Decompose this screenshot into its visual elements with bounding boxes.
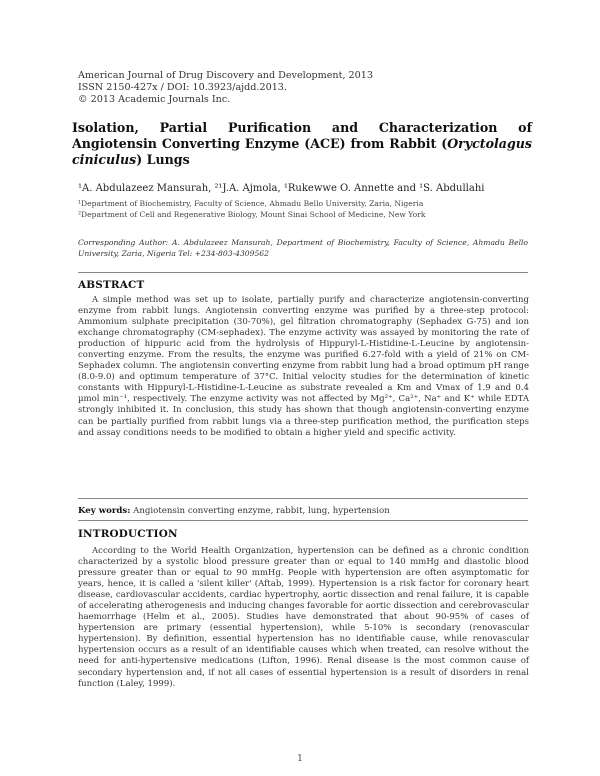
abstract-paragraph: A simple method was set up to isolate, partially purify and characterize angiotensin-converting enzyme from rabbit lungs. Angiotensin converting enzyme was purified by a three-step protocol: Ammonium sulphate precipitation (30-70%), gel filtration chromatography (Sephadex G-75) and ion exchange chromatography (CM-sephadex). The enzyme activity was assayed by monitoring the rate of production of hippuric acid from the hydrolysis of Hippuryl-L-Histidine-L-Leucine by angiotensin-converting enzyme. From the results, the enzyme was purified 6.27-fold with a yield of 21% on CM-Sephadex column. The angiotensin converting enzyme from rabbit lung had a broad optimum pH range (8.0-9.0) and optimum temperature of 37°C. Initial velocity studies for the determination of kinetic constants with Hippuryl-L-Histidine-L-Leucine as substrate revealed a Km and Vmax of 1.9 and 0.4 µmol min⁻¹, respectively. The enzyme activity was not affected by Mg²⁺, Ca²⁺, Na⁺ and K⁺ while EDTA strongly inhibited it. In conclusion, this study has shown that though angiotensin-converting enzyme can be partially purified from rabbit lungs via a three-step purification method, the purification steps and assay conditions needs to be modified to obtain a higher yield and specific activity. <box>78 295 529 438</box>
page-number: 1 <box>297 754 303 764</box>
divider-top <box>78 272 528 273</box>
introduction-body <box>78 546 529 690</box>
corresponding-author: Corresponding Author: A. Abdulazeez Mansurah, Department of Biochemistry, Faculty of Science, Ahmadu Bello University, Zaria, Nigeria Tel: +234-803-4309562 <box>78 238 528 258</box>
paper-title <box>72 120 532 168</box>
journal-header <box>78 70 538 106</box>
keywords-label: Key words: <box>78 506 131 516</box>
divider-abstract-end <box>78 498 528 499</box>
affiliation-1: ¹Department of Biochemistry, Faculty of Science, Ahmadu Bello University, Zaria, Nigeria <box>78 199 424 208</box>
title-species: Oryctolagus ciniculus <box>72 136 532 167</box>
journal-copyright: © 2013 Academic Journals Inc. <box>78 94 231 105</box>
affiliation-2: ²Department of Cell and Regenerative Biology, Mount Sinai School of Medicine, New York <box>78 209 426 219</box>
author-list: ¹A. Abdulazeez Mansurah, ²¹J.A. Ajmola, ¹Rukewwe O. Annette and ¹S. Abdullahi <box>78 183 485 194</box>
affiliations <box>78 199 538 220</box>
journal-issn-doi: ISSN 2150-427x / DOI: 10.3923/ajdd.2013. <box>78 82 287 93</box>
keywords <box>78 506 528 517</box>
title-end: ) Lungs <box>136 152 190 167</box>
introduction-heading: INTRODUCTION <box>78 528 178 540</box>
divider-keywords-end <box>78 520 528 521</box>
introduction-paragraph: According to the World Health Organization, hypertension can be defined as a chronic condition characterized by a systolic blood pressure greater than or equal to 140 mmHg and diastolic blood pressure greater than or equal to 90 mmHg. People with hypertension are often asymptomatic for years, hence, it is called a 'silent killer' (Aftab, 1999). Hypertension is a risk factor for coronary heart disease, cardiovascular accidents, cardiac hypertrophy, aortic dissection and renal failure, it is capable of accelerating atherogenesis and inducing changes favorable for aortic dissection and cerebrovascular haemorrhage (Helm et al., 2005). Studies have demonstrated that about 90-95% of cases of hypertension are primary (essential hypertension), while 5-10% is secondary (renovascular hypertension). By definition, essential hypertension has no identifiable cause, while renovascular hypertension occurs as a result of an identifiable causes which when treated, can resolve without the need for anti-hypertensive medications (Lifton, 1996). Renal disease is the most common cause of secondary hypertension and, if not all cases of essential hypertension is a result of disorders in renal function (Laley, 1999). <box>78 546 529 689</box>
abstract-heading: ABSTRACT <box>78 279 145 291</box>
keywords-text: Angiotensin converting enzyme, rabbit, lung, hypertension <box>133 506 390 516</box>
title-main: Isolation, Partial Purification and Characterization of Angiotensin Converting Enzyme (ACE) from Rabbit ( <box>72 120 532 151</box>
journal-citation: American Journal of Drug Discovery and Development, 2013 <box>78 70 373 81</box>
abstract-body <box>78 295 529 439</box>
